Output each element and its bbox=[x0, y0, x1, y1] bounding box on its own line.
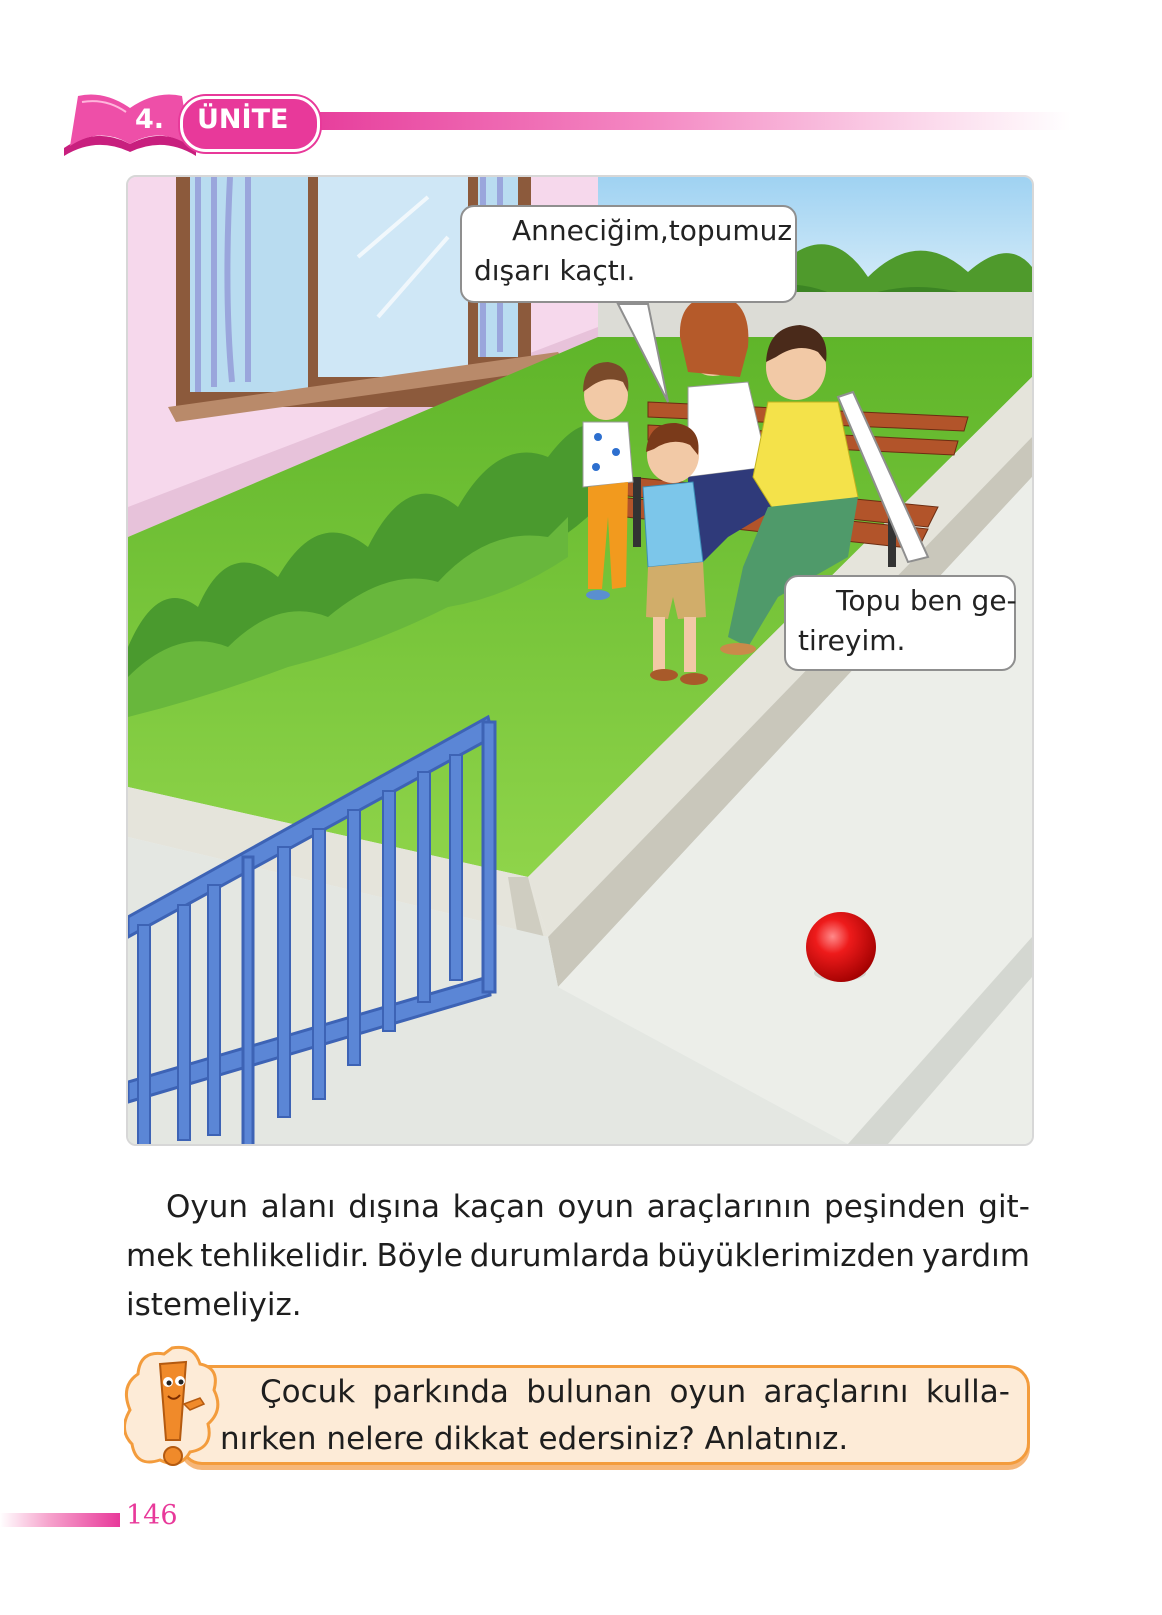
unit-header-bar bbox=[296, 112, 1071, 130]
paragraph-line bbox=[126, 1183, 1030, 1232]
word: kaçan bbox=[452, 1189, 545, 1225]
speech-bubble-girl bbox=[460, 205, 797, 303]
red-ball-icon bbox=[806, 912, 876, 982]
word: parkında bbox=[372, 1374, 509, 1410]
body-paragraph bbox=[126, 1183, 1030, 1330]
word: araçlarını bbox=[763, 1374, 909, 1410]
word: oyun bbox=[557, 1189, 635, 1225]
word: Anneciğim, bbox=[512, 214, 669, 247]
question-text bbox=[220, 1369, 1010, 1463]
word: peşinden bbox=[824, 1189, 966, 1225]
question-line: nırken nelere dikkat edersiniz? Anlatınız. bbox=[220, 1421, 849, 1457]
word: dışına bbox=[348, 1189, 440, 1225]
speech-bubble-boy bbox=[784, 575, 1016, 671]
word: durumlarda bbox=[469, 1238, 651, 1274]
paragraph-line: istemeliyiz. bbox=[126, 1287, 302, 1323]
paragraph-line bbox=[126, 1232, 1030, 1281]
page-number: 146 bbox=[126, 1500, 178, 1531]
unit-number: 4. bbox=[135, 104, 165, 135]
word: Böyle bbox=[376, 1238, 463, 1274]
word: tehlikelidir. bbox=[200, 1238, 370, 1274]
word: alanı bbox=[260, 1189, 336, 1225]
word: Çocuk bbox=[260, 1374, 356, 1410]
word: yardım bbox=[921, 1238, 1030, 1274]
word: mek bbox=[126, 1238, 194, 1274]
word: araçlarının bbox=[646, 1189, 812, 1225]
question-line bbox=[220, 1369, 1010, 1416]
speech-line: Topu ben ge- bbox=[836, 584, 1017, 617]
unit-label: ÜNİTE bbox=[197, 104, 289, 135]
page-number-bar bbox=[0, 1513, 120, 1527]
word: git- bbox=[978, 1189, 1030, 1225]
speech-line: tireyim. bbox=[798, 624, 906, 657]
exclamation-mascot-icon bbox=[124, 1344, 220, 1486]
word: kulla- bbox=[925, 1374, 1010, 1410]
speech-line: dışarı kaçtı. bbox=[474, 254, 636, 287]
open-book-icon bbox=[60, 86, 200, 158]
word: bulunan bbox=[526, 1374, 653, 1410]
word: topumuz bbox=[668, 214, 793, 247]
speech-line bbox=[474, 211, 793, 251]
word: oyun bbox=[669, 1374, 747, 1410]
word: Oyun bbox=[166, 1189, 249, 1225]
word: büyüklerimizden bbox=[657, 1238, 915, 1274]
